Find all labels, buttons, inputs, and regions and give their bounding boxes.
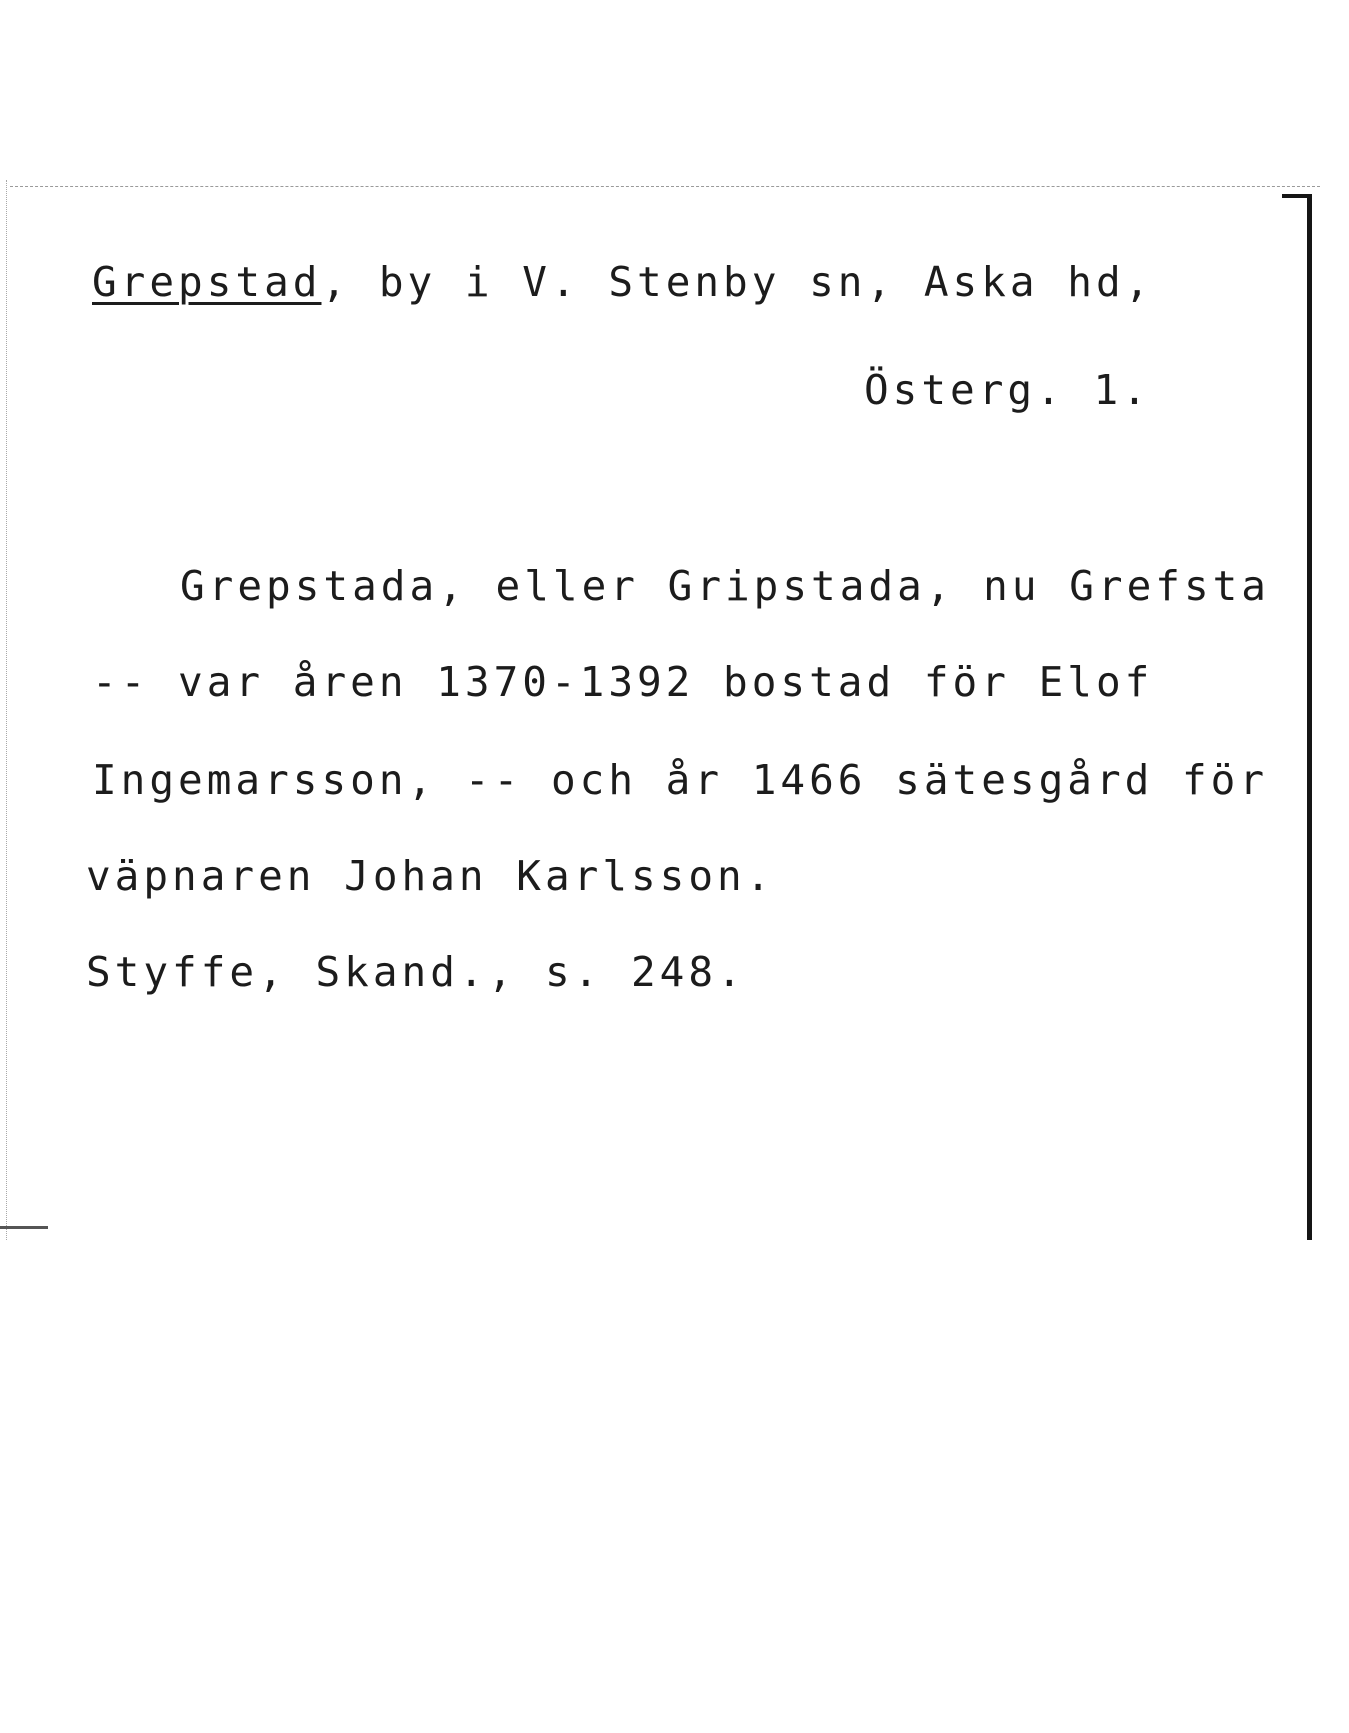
card-left-edge bbox=[6, 180, 7, 1240]
card-top-edge bbox=[10, 186, 1320, 187]
body-line-2: -- var åren 1370-1392 bostad för Elof bbox=[92, 658, 1154, 706]
place-detail: , by i V. Stenby sn, Aska hd, bbox=[321, 258, 1154, 306]
source-citation: Styffe, Skand., s. 248. bbox=[86, 948, 746, 996]
body-line-3: Ingemarsson, -- och år 1466 sätesgård för bbox=[92, 756, 1269, 804]
margin-tick bbox=[0, 1226, 48, 1229]
region-line: Österg. 1. bbox=[864, 366, 1151, 414]
card-right-corner bbox=[1282, 194, 1312, 198]
place-name: Grepstad bbox=[92, 258, 322, 306]
body-line-4: väpnaren Johan Karlsson. bbox=[86, 852, 775, 900]
card-right-edge bbox=[1307, 195, 1312, 1240]
body-line-1: Grepstada, eller Gripstada, nu Grefsta bbox=[180, 562, 1270, 610]
header-line bbox=[92, 258, 1154, 306]
